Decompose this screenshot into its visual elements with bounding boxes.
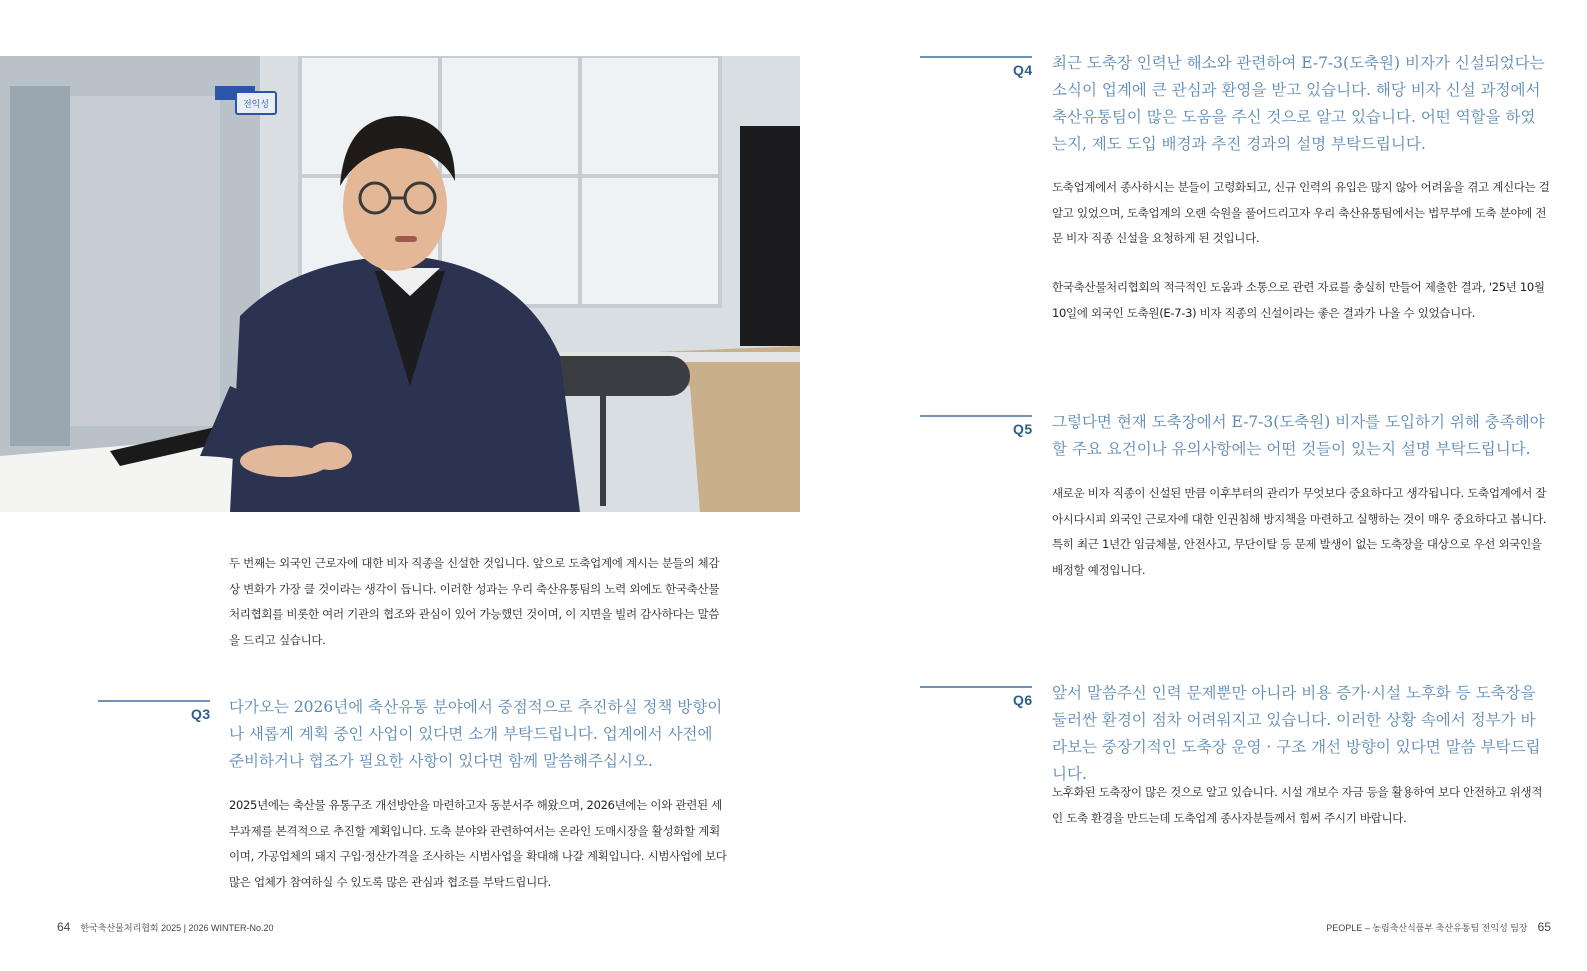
right-footer xyxy=(1326,920,1551,934)
q6-question: 앞서 말씀주신 인력 문제뿐만 아니라 비용 증가·시설 노후화 등 도축장을 둘러싼 환경이 점차 어려워지고 있습니다. 이러한 상황 속에서 정부가 바라보는 중장기적인 도축장 운영 · 구조 개선 방향이 있다면 말씀 부탁드립니다. xyxy=(1052,684,1541,783)
left-footer xyxy=(57,920,274,934)
q5-label: Q5 xyxy=(1013,421,1033,437)
q5-answer: 새로운 비자 직종이 신설된 만큼 이후부터의 관리가 무엇보다 중요하다고 생각됩니다. 도축업계에서 잘 아시다시피 외국인 근로자에 대한 인권침해 방지책을 마련하고 실행하는 것이 매우 중요하다고 봅니다. 특히 최근 1년간 임금체불, 안전사고, 무단이탈 등 문제 발생이 없는 도축장을 대상으로 우선 외국인을 배정할 예정입니다. xyxy=(1052,486,1547,577)
q3-label: Q3 xyxy=(191,706,211,722)
q4-label: Q4 xyxy=(1013,62,1033,78)
q5-rule xyxy=(920,415,1032,417)
right-footer-section: PEOPLE – 농림축산식품부 축산유통팀 전익성 팀장 xyxy=(1326,923,1528,933)
q6-rule xyxy=(920,686,1032,688)
q4-answer-paragraph-1: 도축업계에서 종사하시는 분들이 고령화되고, 신규 인력의 유입은 많지 않아 어려움을 겪고 계신다는 걸 알고 있었으며, 도축업계의 오랜 숙원을 풀어드리고자 우리 축산유통팀에서는 법무부에 도축 분야에 전문 비자 직종 신설을 요청하게 된 것입니다. xyxy=(1052,180,1550,245)
q4-answer-paragraph-2: 한국축산물처리협회의 적극적인 도움과 소통으로 관련 자료를 충실히 만들어 제출한 결과, '25년 10월 10일에 외국인 도축원(E-7-3) 비자 직종의 신설이라는 좋은 결과가 나올 수 있었습니다. xyxy=(1052,280,1545,320)
q4-rule xyxy=(920,56,1032,58)
left-footer-publication: 한국축산물처리협회 2025 | 2026 WINTER-No.20 xyxy=(80,923,274,933)
q3-answer: 2025년에는 축산물 유통구조 개선방안을 마련하고자 동분서주 해왔으며, 2026년에는 이와 관련된 세부과제를 본격적으로 추진할 계획입니다. 도축 분야와 관련하여서는 온라인 도매시장을 활성화할 계획이며, 가공업체의 돼지 구입·정산가격을 조사하는 시범사업을 확대해 나갈 계획입니다. 시범사업에 보다 많은 업체가 참여하실 수 있도록 많은 관심과 협조를 부탁드립니다. xyxy=(229,798,727,889)
intro-paragraph: 두 번째는 외국인 근로자에 대한 비자 직종을 신설한 것입니다. 앞으로 도축업계에 계시는 분들의 체감상 변화가 가장 클 것이라는 생각이 듭니다. 이러한 성과는 우리 축산유통팀의 노력 외에도 한국축산물처리협회를 비롯한 여러 기관의 협조와 관심이 있어 가능했던 것이며, 이 지면을 빌려 감사하다는 말씀을 드리고 싶습니다. xyxy=(229,556,720,647)
left-page-number: 64 xyxy=(57,920,71,934)
right-page-number: 65 xyxy=(1537,920,1551,934)
q6-answer: 노후화된 도축장이 많은 것으로 알고 있습니다. 시설 개보수 자금 등을 활용하여 보다 안전하고 위생적인 도축 환경을 만드는데 도축업계 종사자분들께서 힘써 주시기 바랍니다. xyxy=(1052,785,1543,825)
q3-question: 다가오는 2026년에 축산유통 분야에서 중점적으로 추진하실 정책 방향이나 새롭게 계획 중인 사업이 있다면 소개 부탁드립니다. 업계에서 사전에 준비하거나 협조가 필요한 사항이 있다면 함께 말씀해주십시오. xyxy=(229,698,723,770)
interview-photo xyxy=(0,56,800,512)
q4-question: 최근 도축장 인력난 해소와 관련하여 E-7-3(도축원) 비자가 신설되었다는 소식이 업계에 큰 관심과 환영을 받고 있습니다. 해당 비자 신설 과정에서 축산유통팀이 많은 도움을 주신 것으로 알고 있습니다. 어떤 역할을 하였는지, 제도 도입 배경과 추진 경과의 설명 부탁드립니다. xyxy=(1052,54,1545,153)
nameplate-label: 전익성 xyxy=(242,100,270,110)
q3-rule xyxy=(98,700,210,702)
interview-photo-illustration xyxy=(0,56,800,512)
q5-question: 그렇다면 현재 도축장에서 E-7-3(도축원) 비자를 도입하기 위해 충족해야 할 주요 요건이나 유의사항에는 어떤 것들이 있는지 설명 부탁드립니다. xyxy=(1052,413,1545,458)
q6-label: Q6 xyxy=(1013,692,1033,708)
